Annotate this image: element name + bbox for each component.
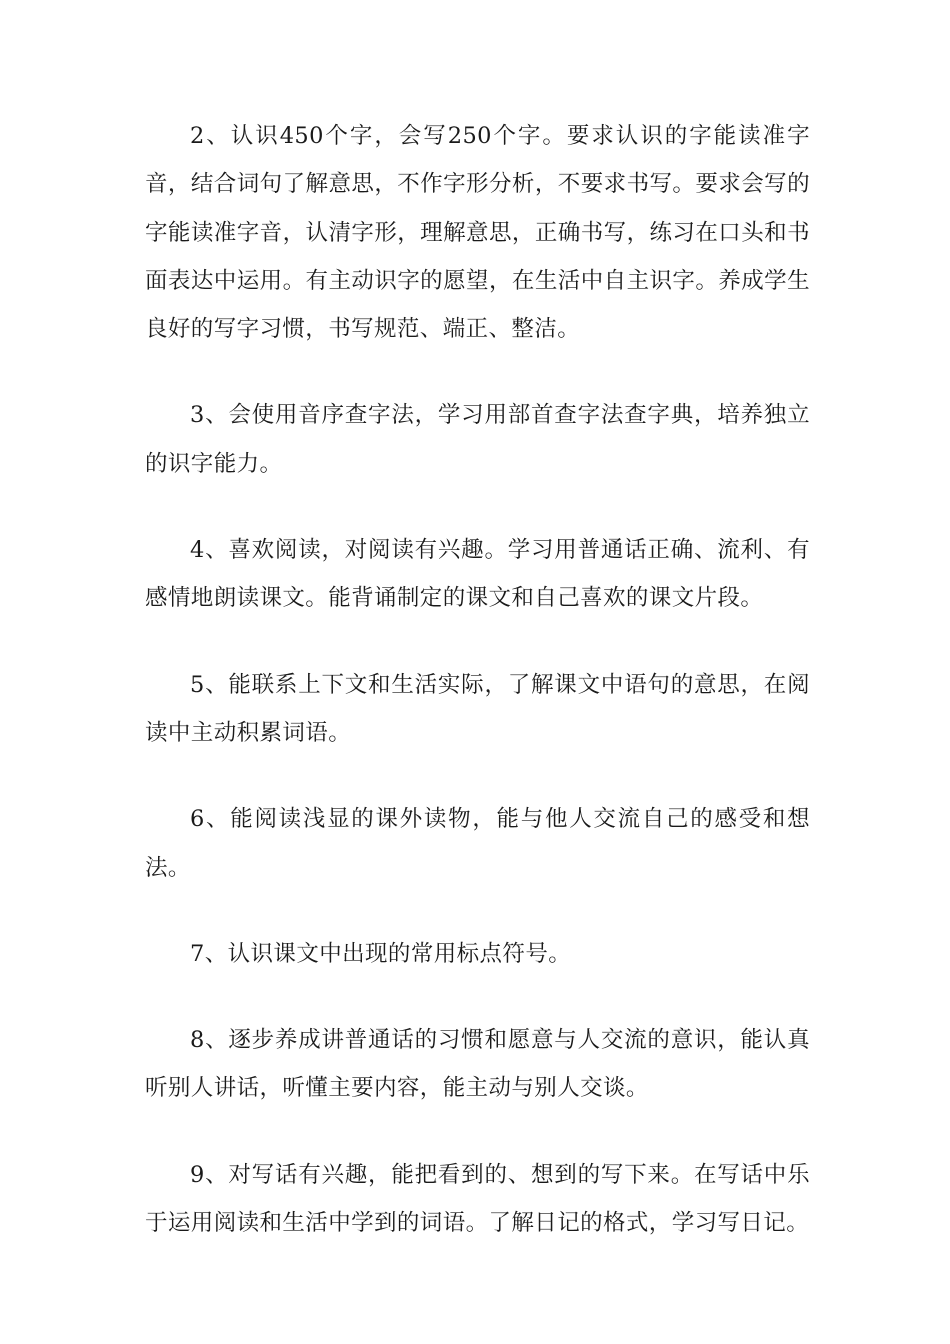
- paragraph-item-4: 4、喜欢阅读，对阅读有兴趣。学习用普通话正确、流利、有感情地朗读课文。能背诵制定的课文和自己喜欢的课文片段。: [145, 537, 810, 612]
- paragraph-item-8: 8、逐步养成讲普通话的习惯和愿意与人交流的意识，能认真听别人讲话，听懂主要内容，能主动与别人交谈。: [145, 1027, 810, 1102]
- paragraph-item-9: 9、对写话有兴趣，能把看到的、想到的写下来。在写话中乐于运用阅读和生活中学到的词语。了解日记的格式，学习写日记。: [145, 1161, 810, 1237]
- paragraph-item-6: 6、能阅读浅显的课外读物，能与他人交流自己的感受和想法。: [145, 806, 810, 881]
- document-body: [145, 112, 810, 1285]
- paragraph-item-7: 7、认识课文中出现的常用标点符号。: [190, 940, 572, 967]
- paragraph-item-5: 5、能联系上下文和生活实际，了解课文中语句的意思，在阅读中主动积累词语。: [145, 671, 810, 746]
- paragraph-item-3: 3、会使用音序查字法，学习用部首查字法查字典，培养独立的识字能力。: [145, 402, 810, 477]
- paragraph-item-2: 2、认识450个字，会写250个字。要求认识的字能读准字音，结合词句了解意思，不作字形分析，不要求书写。要求会写的字能读准字音，认清字形，理解意思，正确书写，练习在口头和书面表达中运用。有主动识字的愿望，在生活中自主识字。养成学生良好的写字习惯，书写规范、端正、整洁。: [145, 123, 810, 343]
